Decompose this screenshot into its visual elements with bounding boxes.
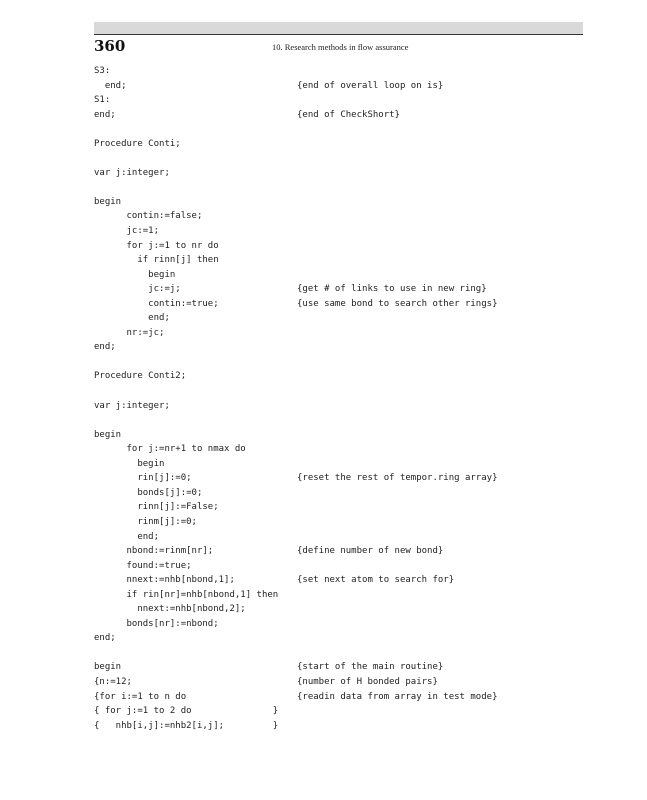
code-text: end; <box>94 109 116 120</box>
page-number: 360 <box>94 37 126 55</box>
code-text: begin <box>94 429 122 440</box>
code-comment: {get # of links to use in new ring} <box>297 284 487 295</box>
code-text: if rin[nr]=nhb[nbond,1] then <box>94 589 279 600</box>
code-text: begin <box>94 662 122 673</box>
code-text: jc:=j; <box>94 284 181 295</box>
code-text: rin[j]:=0; <box>94 473 192 484</box>
code-text: S3: <box>94 66 111 76</box>
code-text: nbond:=rinm[nr]; <box>94 546 214 557</box>
code-text: end; <box>94 80 127 91</box>
code-comment: {start of the main routine} <box>297 662 444 673</box>
code-comment: {use same bond to search other rings} <box>297 298 498 309</box>
code-text: S1: <box>94 95 111 106</box>
code-comment: {set next atom to search for} <box>297 575 455 586</box>
code-text: rinm[j]:=0; <box>94 516 197 527</box>
code-text: nnext:=nhb[nbond,2]; <box>94 604 246 615</box>
code-text: nnext:=nhb[nbond,1]; <box>94 575 235 586</box>
code-text: bonds[j]:=0; <box>94 487 203 498</box>
code-text: if rinn[j] then <box>94 255 219 266</box>
code-text: begin <box>94 458 165 469</box>
header-rule <box>94 34 583 35</box>
code-comment: {reset the rest of tempor.ring array} <box>297 473 498 484</box>
code-comment: {define number of new bond} <box>297 546 444 557</box>
code-text: rinn[j]:=False; <box>94 502 219 513</box>
code-text: for j:=nr+1 to nmax do <box>94 444 246 455</box>
code-text: end; <box>94 531 160 542</box>
code-comment: {readin data from array in test mode} <box>297 691 498 702</box>
code-comment: {end of overall loop on is} <box>297 80 444 91</box>
code-text: { for j:=1 to 2 do } <box>94 706 279 717</box>
header-band <box>94 22 583 34</box>
code-text: Procedure Conti2; <box>94 371 187 382</box>
code-text: contin:=true; <box>94 298 219 309</box>
code-text: nr:=jc; <box>94 327 165 338</box>
code-text: var j:integer; <box>94 400 170 411</box>
code-text: bonds[nr]:=nbond; <box>94 618 219 629</box>
code-text: jc:=1; <box>94 226 160 237</box>
code-text: { nhb[i,j]:=nhb2[i,j]; } <box>94 720 279 731</box>
code-text: begin <box>94 196 122 207</box>
code-text: {n:=12; <box>94 676 132 687</box>
running-head: 10. Research methods in flow assurance <box>272 42 409 52</box>
code-text: contin:=false; <box>94 211 203 222</box>
code-comment: {number of H bonded pairs} <box>297 676 438 687</box>
code-text: {for i:=1 to n do <box>94 691 187 702</box>
code-text: found:=true; <box>94 560 192 571</box>
code-comment: {end of CheckShort} <box>297 109 400 120</box>
code-text: end; <box>94 313 170 324</box>
code-text: var j:integer; <box>94 167 170 178</box>
code-text: begin <box>94 269 176 280</box>
code-text: for j:=1 to nr do <box>94 240 219 251</box>
code-text: Procedure Conti; <box>94 138 181 149</box>
code-text: end; <box>94 342 116 353</box>
code-text: end; <box>94 633 116 644</box>
